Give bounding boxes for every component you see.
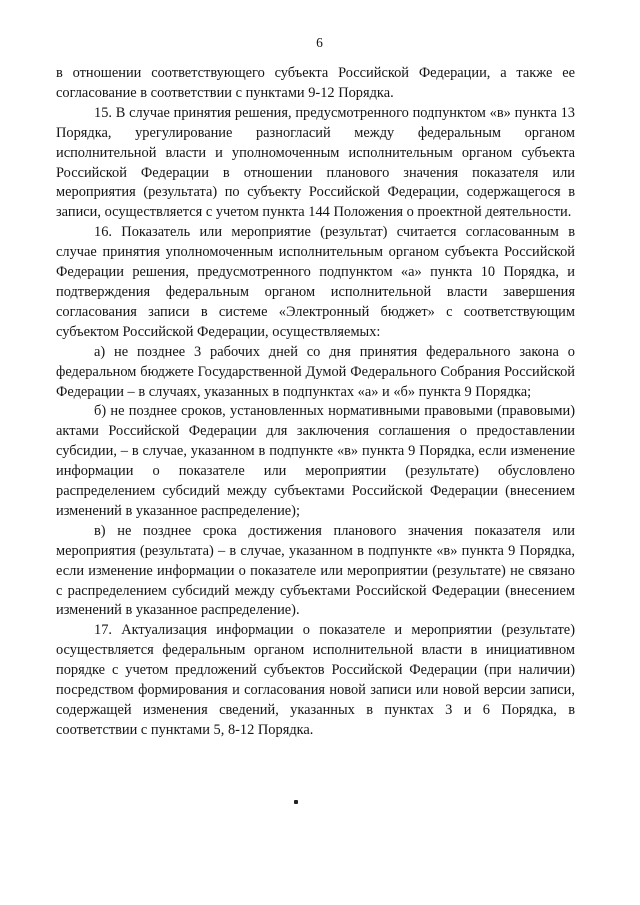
paragraph-continuation: в отношении соответствующего субъекта Российской Федерации, а также ее согласование в соответствии с пунктами 9-12 Порядка.	[56, 65, 575, 101]
paragraph-16-a: а) не позднее 3 рабочих дней со дня принятия федерального закона о федеральном бюджете Государственной Думой Федерального Собрания Российской Федерации – в случаях, указанных в подпунктах «а» и «б» пункта 9 Порядка;	[56, 343, 575, 400]
paragraph-15: 15. В случае принятия решения, предусмотренного подпунктом «в» пункта 13 Порядка, урегулирование разногласий между федеральным органом исполнительной власти и уполномоченным исполнительным органом субъекта Российской Федерации в отношении планового значения показателя или мероприятия (результата) по субъекту Российской Федерации, содержащегося в записи, осуществляется с учетом пункта 144 Положения о проектной деятельности.	[56, 104, 575, 221]
document-page	[56, 34, 575, 741]
page-number: 6	[316, 35, 323, 50]
scan-speck	[294, 800, 298, 804]
paragraph-17: 17. Актуализация информации о показателе и мероприятии (результате) осуществляется федеральным органом исполнительной власти в инициативном порядке с учетом предложений субъектов Российской Федерации (при наличии) посредством формирования и согласования новой записи или новой версии записи, содержащей изменения сведений, указанных в пунктах 3 и 6 Порядка, в соответствии с пунктами 5, 8-12 Порядка.	[56, 622, 575, 738]
paragraph-16: 16. Показатель или мероприятие (результат) считается согласованным в случае принятия уполномоченным исполнительным органом субъекта Российской Федерации решения, предусмотренного подпунктом «а» пункта 10 Порядка, и подтверждения федеральным органом исполнительной власти завершения согласования записи в системе «Электронный бюджет» с соответствующим субъектом Российской Федерации, осуществляемых:	[56, 224, 575, 340]
paragraph-16-b: б) не позднее сроков, установленных нормативными правовыми (правовыми) актами Российской Федерации для заключения соглашения о предоставлении субсидии, – в случае, указанном в подпункте «в» пункта 9 Порядка, если изменение информации о показателе или мероприятии (результате) обусловлено распределением субсидий между субъектами Российской Федерации (внесением изменений в указанное распределение);	[56, 403, 575, 519]
paragraph-16-v: в) не позднее срока достижения планового значения показателя или мероприятия (результата) – в случае, указанном в подпункте «в» пункта 9 Порядка, если изменение информации о показателе или мероприятии (результате) не связано с распределением субсидий между субъектами Российской Федерации (внесением изменений в указанное распределение).	[56, 522, 575, 619]
